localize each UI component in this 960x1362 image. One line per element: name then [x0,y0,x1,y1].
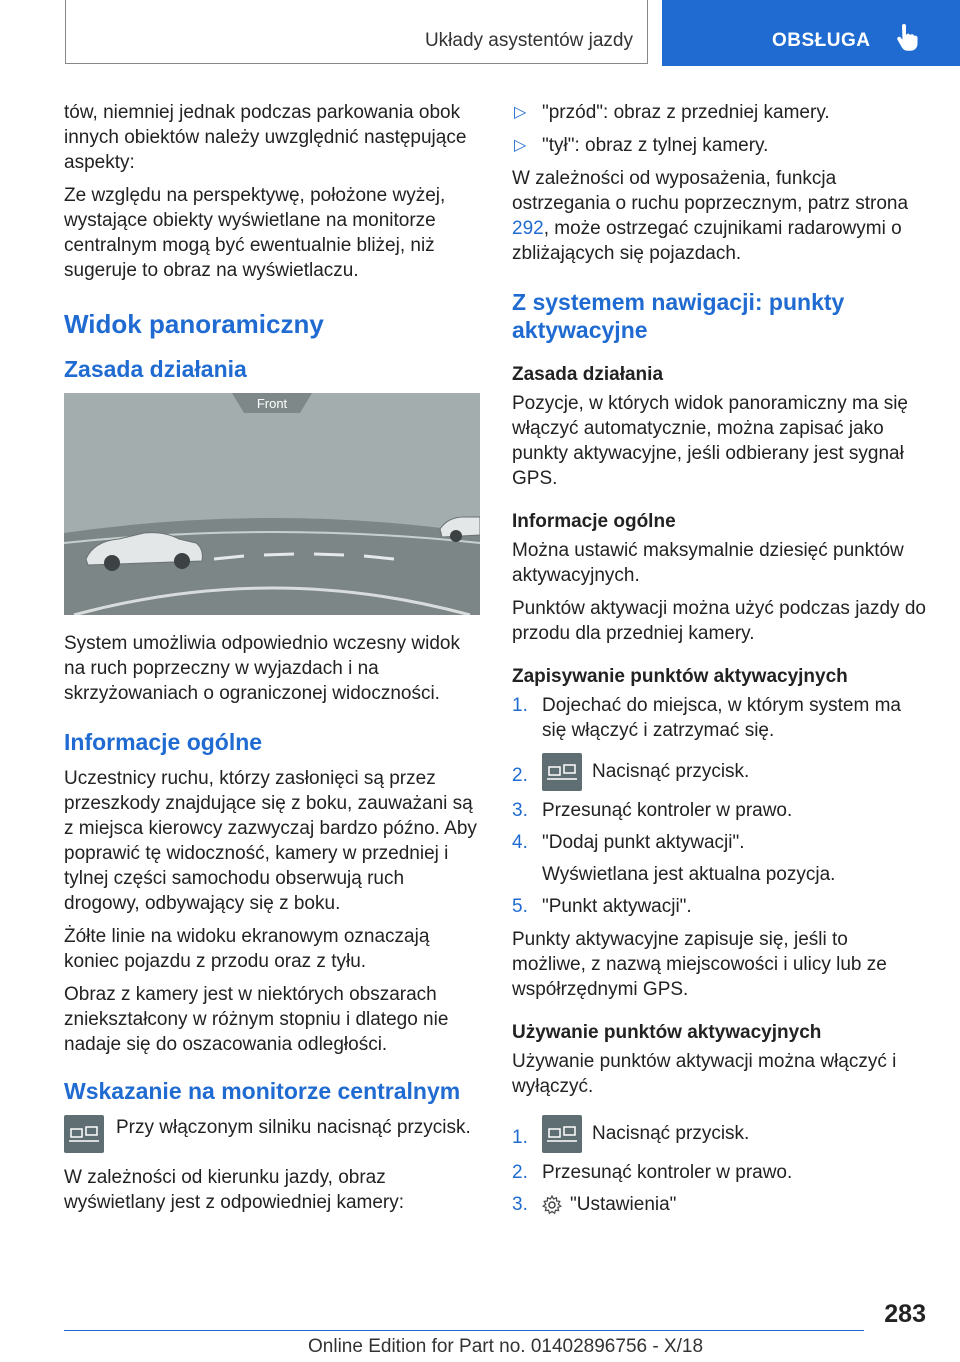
step-item: 2. Nacisnąć przycisk. [512,753,926,791]
header-tab[interactable] [662,0,960,66]
paragraph: Można ustawić maksymalnie dziesięć punktów aktywacyjnych. [512,540,904,586]
header-tab-label: OBSŁUGA [772,30,871,51]
step-item: 2. Przesunąć kontroler w prawo. [512,1162,793,1183]
heading-panoramic-view: Widok panoramiczny [64,309,324,339]
heading-navigation-points: Z systemem nawigacji: punkty aktywacyjne [512,289,845,343]
figure-label: Front [256,396,288,411]
triangle-bullet-icon: ▷ [514,104,527,121]
footer-divider [64,1330,864,1331]
paragraph: System umożliwia odpowiednio wczesny widok na ruch poprzeczny w wyjazdach i na skrzyżowaniach o ograniczonej widoczności. [64,633,461,704]
right-column [512,100,926,1225]
heading-general-info: Informacje ogólne [64,729,263,755]
paragraph: Używanie punktów aktywacji można włączyć i wyłączyć. [512,1051,897,1097]
paragraph: tów, niemniej jednak podczas parkowania obok innych obiektów należy uwzględnić następujące aspekty: [64,102,467,173]
list-item: ▷ "przód": obraz z przedniej kamery. [514,102,830,123]
subheading-general-info: Informacje ogólne [512,511,676,532]
paragraph: W zależności od wyposażenia, funkcja ostrzegania o ruchu poprzecznym, patrz strona 292, może ostrzegać czujnikami radarowymi o zbliżających się pojazdach. [512,168,909,264]
header-section-box [65,0,648,64]
panoramic-view-illustration [64,393,480,615]
paragraph: Żółte linie na widoku ekranowym oznaczają koniec pojazdu z przodu oraz z tyłu. [64,926,430,972]
note-text: Przy włączonym silniku nacisnąć przycisk. [116,1117,471,1138]
using-steps [512,1115,926,1217]
camera-view-list [512,100,926,158]
heading-central-monitor: Wskazanie na monitorze centralnym [64,1078,461,1104]
saving-steps [512,693,926,919]
page-number: 283 [884,1300,926,1328]
paragraph: Pozycje, w których widok panoramiczny ma się włączyć automatycznie, można zapisać jako punkty aktywacyjne, jeśli odbierany jest sygnał GPS. [512,393,908,489]
step-item: 3. "Ustawienia" [512,1194,677,1215]
step-item: 4. "Dodaj punkt aktywacji". Wyświetlana jest aktualna pozycja. [512,830,926,887]
page-header [0,0,960,66]
button-note [64,1115,478,1153]
gear-icon [542,1195,562,1215]
camera-button-icon [64,1115,104,1153]
paragraph: Uczestnicy ruchu, którzy zasłonięci są przez przeszkody znajdujące się z boku, zauważani są z miejsca kierowcy zazwyczaj bardzo późno. Aby poprawić tę widoczność, kamery w przedniej i tylnej części samochodu obserwują ruch drogowy, odbywający się z boku. [64,768,477,914]
paragraph: W zależności od kierunku jazdy, obraz wyświetlany jest z odpowiedniej kamery: [64,1167,405,1213]
camera-button-icon [542,1115,582,1153]
camera-button-icon [542,753,582,791]
list-item: ▷ "tył": obraz z tylnej kamery. [514,135,769,156]
step-note: Wyświetlana jest aktualna pozycja. [542,864,836,885]
left-column [64,100,478,1223]
footer-text: Online Edition for Part no. 01402896756 - X/18 [308,1336,704,1357]
heading-principle: Zasada działania [64,356,247,382]
subheading-using-points: Używanie punktów aktywacyjnych [512,1022,822,1043]
pointing-hand-icon [896,24,918,52]
paragraph: Punktów aktywacji można użyć podczas jazdy do przodu dla przedniej kamery. [512,598,926,644]
step-item: 5. "Punkt aktywacji". [512,896,692,917]
paragraph: Ze względu na perspektywę, położone wyżej, wystające obiekty wyświetlane na monitorze centralnym mogą być ewentualnie bliżej, niż sugeruje to obraz na wyświetlaczu. [64,185,446,281]
paragraph: Obraz z kamery jest w niektórych obszarach zniekształcony w różnym stopniu i dlatego nie nadaje się do oszacowania odległości. [64,984,449,1055]
page-link[interactable]: 292 [512,218,544,239]
step-item: 3. Przesunąć kontroler w prawo. [512,800,793,821]
subheading-saving-points: Zapisywanie punktów aktywacyjnych [512,666,848,687]
step-item: 1. Nacisnąć przycisk. [512,1115,926,1153]
panoramic-view-scene [64,393,480,615]
paragraph: Punkty aktywacyjne zapisuje się, jeśli to możliwe, z nazwą miejscowości i ulicy lub ze współrzędnymi GPS. [512,929,887,1000]
header-section-title: Układy asystentów jazdy [424,30,633,51]
triangle-bullet-icon: ▷ [514,137,527,154]
subheading-principle: Zasada działania [512,364,664,385]
step-item: 1. Dojechać do miejsca, w którym system ma się włączyć i zatrzymać się. [512,695,901,741]
